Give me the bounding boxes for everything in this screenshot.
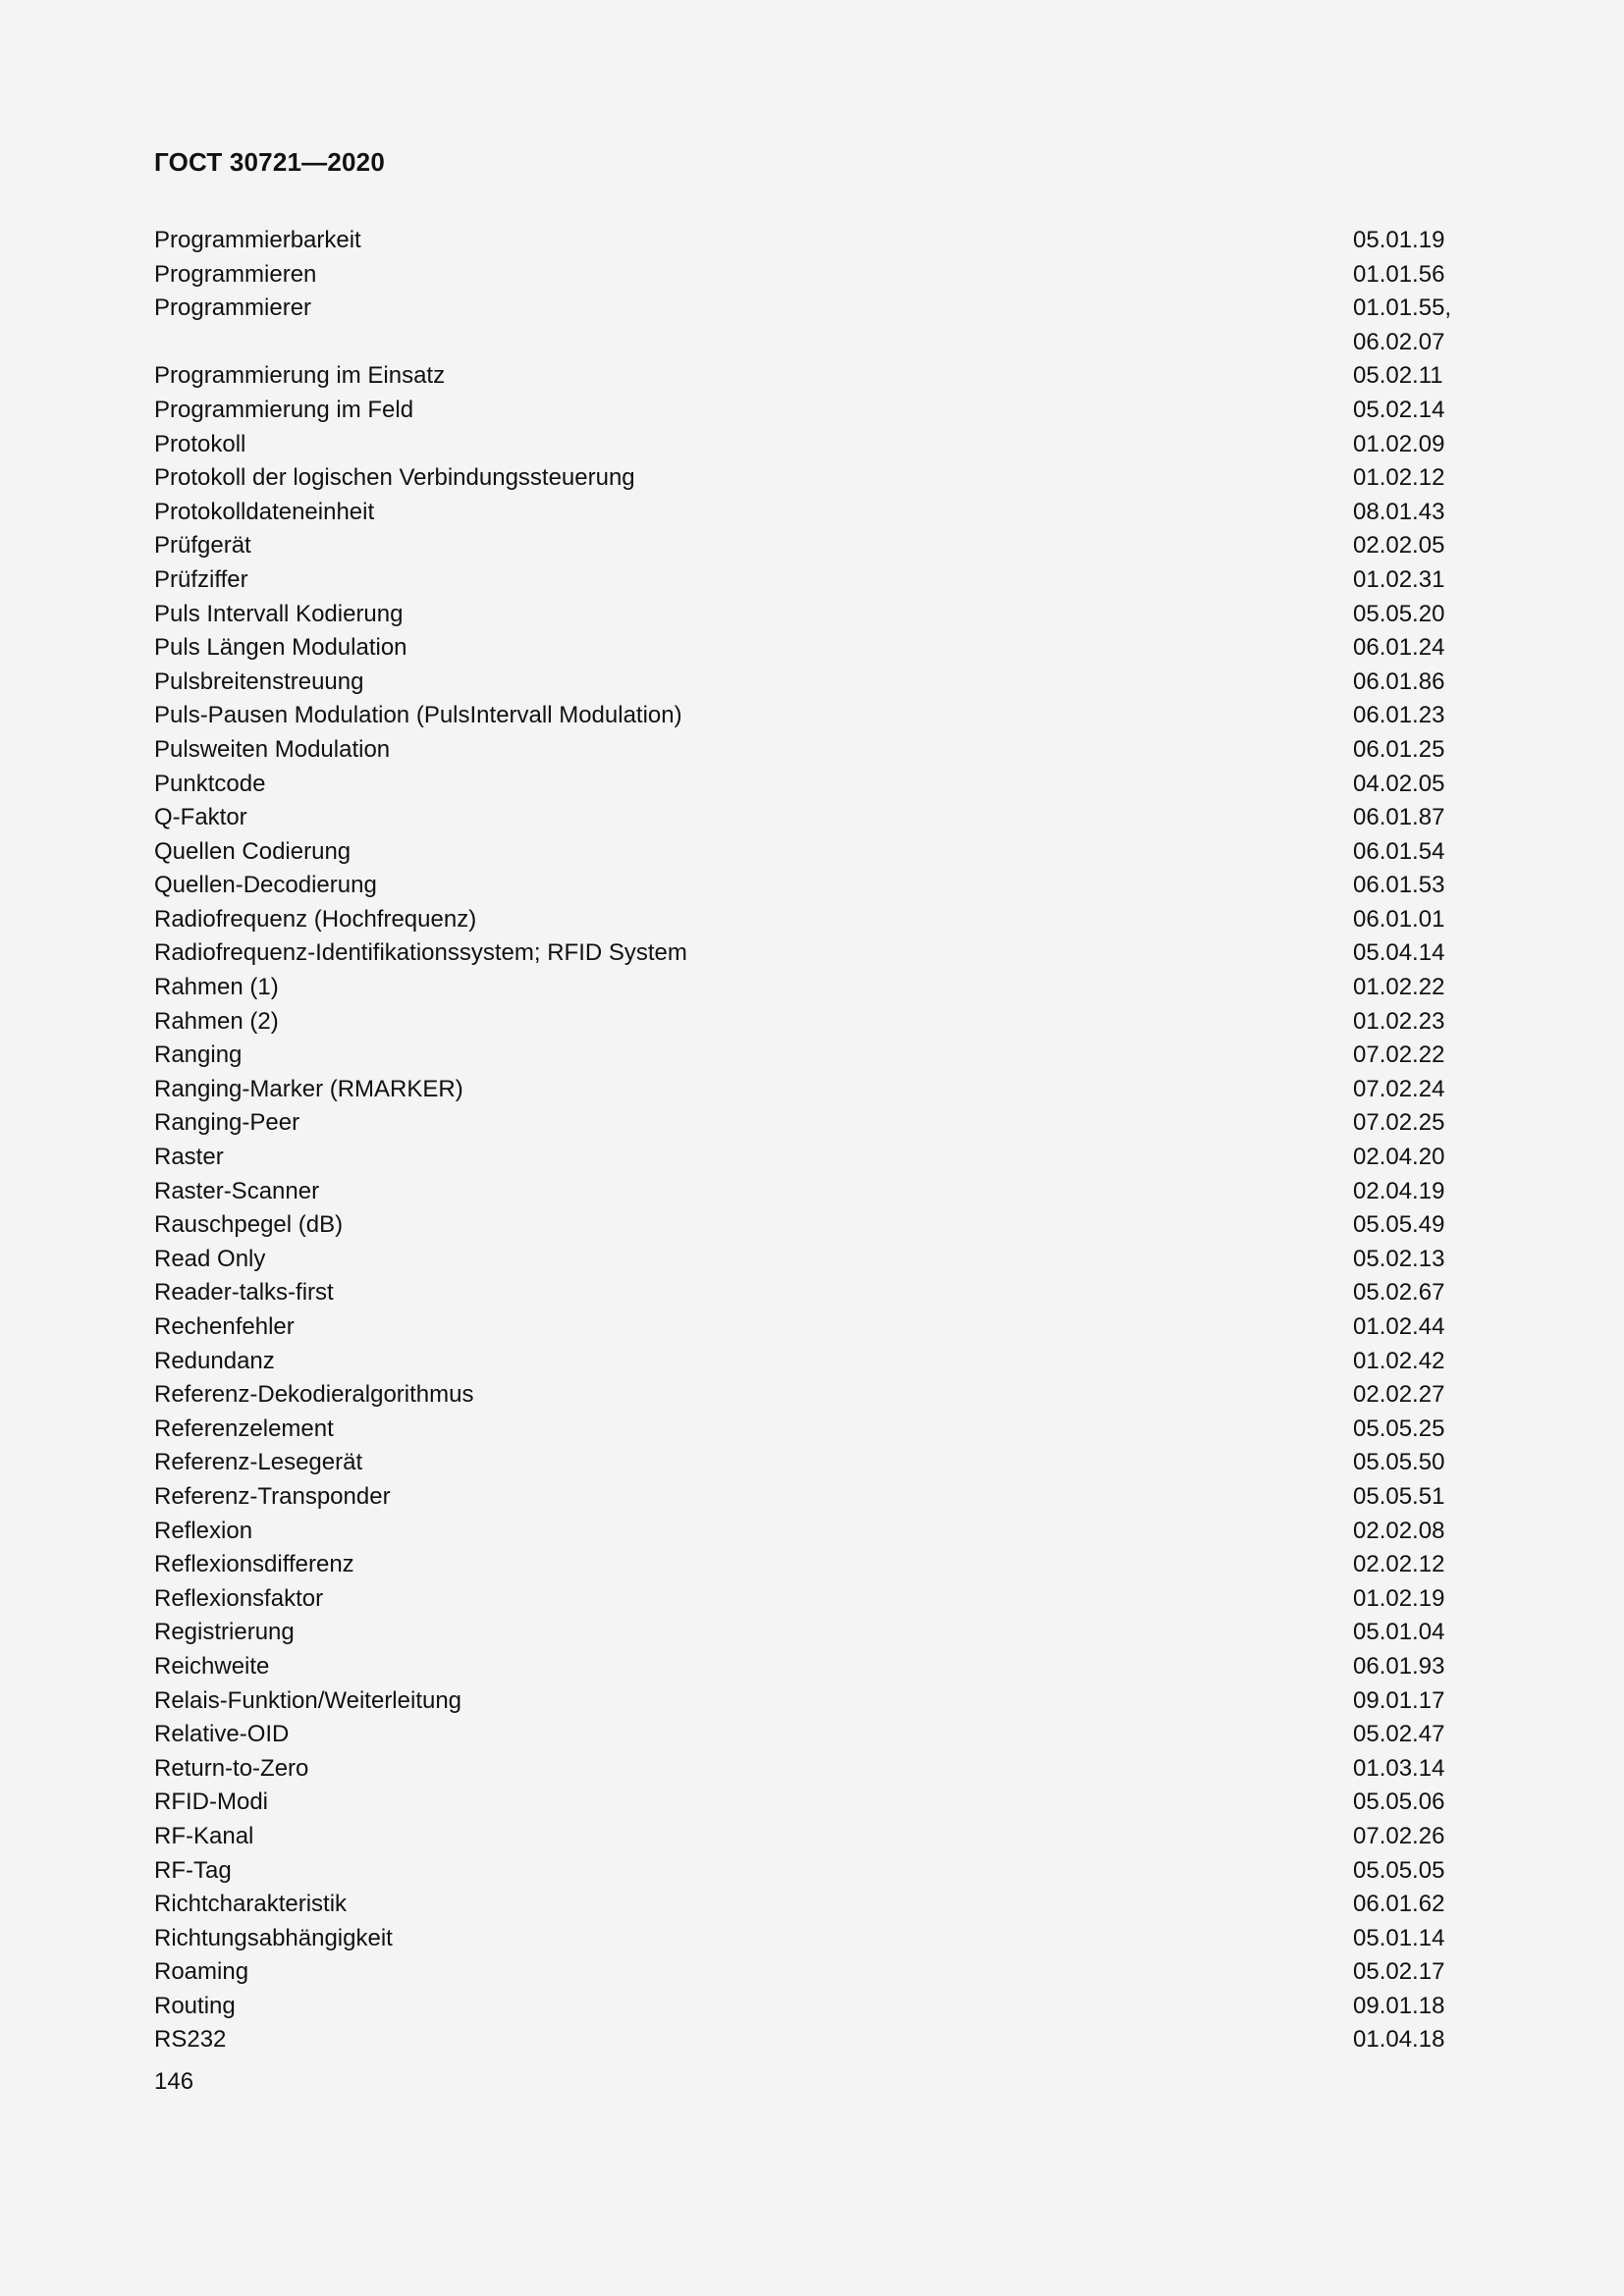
entry-term: Prüfziffer (154, 565, 248, 593)
index-entry (154, 1752, 1470, 1787)
entry-code: 02.02.27 (1353, 1381, 1445, 1409)
index-entry (154, 496, 1470, 530)
entry-term: Radiofrequenz (Hochfrequenz) (154, 905, 477, 933)
entry-term: Puls-Pausen Modulation (PulsIntervall Modulation) (154, 702, 682, 729)
index-entry (154, 1515, 1470, 1549)
entry-term: Radiofrequenz-Identifikationssystem; RFID System (154, 939, 687, 967)
entry-term: RFID-Modi (154, 1789, 269, 1816)
entry-code: 09.01.17 (1353, 1686, 1445, 1714)
entry-term: Richtungsabhängigkeit (154, 1924, 393, 1951)
entry-term: Rechenfehler (154, 1313, 295, 1340)
entry-term: Raster (154, 1144, 224, 1171)
entry-code: 06.01.23 (1353, 702, 1445, 729)
entry-code: 05.05.20 (1353, 600, 1445, 627)
index-entry (154, 2023, 1470, 2057)
entry-term: Programmierbarkeit (154, 227, 361, 253)
index-entry (154, 1684, 1470, 1719)
entry-term: Quellen-Decodierung (154, 872, 377, 899)
entry-term: Puls Intervall Kodierung (154, 600, 404, 627)
entry-code: 01.02.22 (1353, 974, 1445, 1001)
entry-term: Rauschpegel (dB) (154, 1211, 344, 1239)
entry-code: 01.02.44 (1353, 1313, 1445, 1340)
index-entry (154, 1582, 1470, 1617)
index-entry (154, 1106, 1470, 1141)
entry-term: Richtcharakteristik (154, 1891, 348, 1918)
page-number: 146 (154, 2068, 194, 2095)
entry-code: 02.04.20 (1353, 1144, 1445, 1171)
index-entry (154, 1276, 1470, 1310)
entry-term: Referenz-Transponder (154, 1482, 391, 1510)
index-entry (154, 1005, 1470, 1040)
index-entry (154, 1718, 1470, 1752)
index-entry (154, 563, 1470, 598)
entry-term: Registrierung (154, 1619, 295, 1646)
entry-code: 01.03.14 (1353, 1754, 1445, 1782)
entry-code: 05.05.50 (1353, 1449, 1445, 1476)
entry-code: 01.02.31 (1353, 565, 1445, 593)
entry-code: 08.01.43 (1353, 498, 1445, 525)
entry-term: Rahmen (2) (154, 1007, 279, 1035)
entry-code: 01.01.55, (1353, 294, 1452, 322)
entry-code: 07.02.25 (1353, 1109, 1445, 1137)
entry-term: Programmierer (154, 294, 312, 322)
entry-term: Rahmen (1) (154, 974, 279, 1001)
index-entry (154, 1480, 1470, 1515)
entry-code: 05.02.14 (1353, 396, 1445, 423)
index-entry (154, 1922, 1470, 1956)
entry-code: 05.02.11 (1353, 362, 1443, 390)
entry-term: Prüfgerät (154, 532, 251, 560)
entry-code: 05.01.19 (1353, 227, 1445, 253)
entry-term: Reflexionsfaktor (154, 1584, 324, 1612)
entry-code: 01.02.23 (1353, 1007, 1445, 1035)
index-entry (154, 461, 1470, 496)
entry-code: 01.02.12 (1353, 464, 1445, 492)
entry-code: 06.01.25 (1353, 735, 1445, 763)
index-entry (154, 292, 1470, 326)
entry-code: 05.01.14 (1353, 1924, 1445, 1951)
index-entry (154, 733, 1470, 768)
index-entry (154, 1854, 1470, 1889)
index-entry (154, 598, 1470, 632)
entry-term: Return-to-Zero (154, 1754, 309, 1782)
index-entry (154, 903, 1470, 937)
entry-term: Pulsbreitenstreuung (154, 667, 364, 695)
entry-term: Read Only (154, 1245, 266, 1272)
index-entry (154, 1039, 1470, 1073)
index-entry (154, 1548, 1470, 1582)
entry-term: Relais-Funktion/Weiterleitung (154, 1686, 462, 1714)
entry-code: 05.05.05 (1353, 1856, 1445, 1884)
index-entry (154, 394, 1470, 428)
entry-term: Programmierung im Einsatz (154, 362, 446, 390)
entry-term: Referenzelement (154, 1415, 334, 1442)
entry-term: Relative-OID (154, 1721, 290, 1748)
index-entry (154, 835, 1470, 870)
index-entry (154, 1446, 1470, 1480)
entry-code: 05.05.51 (1353, 1482, 1445, 1510)
entry-code: 05.02.67 (1353, 1279, 1445, 1307)
entry-term: Ranging-Marker (RMARKER) (154, 1075, 463, 1102)
index-entry (154, 1175, 1470, 1209)
index-entry (154, 1820, 1470, 1854)
index-entry (154, 971, 1470, 1005)
index-entry (154, 768, 1470, 802)
index-entry (154, 1310, 1470, 1345)
entry-code: 01.04.18 (1353, 2026, 1445, 2054)
entry-term: Punktcode (154, 770, 266, 797)
entry-code: 02.02.12 (1353, 1551, 1445, 1578)
index-entry (154, 326, 1470, 360)
entry-term: RS232 (154, 2026, 227, 2054)
entry-term: Redundanz (154, 1347, 275, 1374)
entry-code: 01.01.56 (1353, 260, 1445, 288)
index-entry (154, 1141, 1470, 1175)
entry-term: Programmieren (154, 260, 317, 288)
entry-code: 05.02.17 (1353, 1958, 1445, 1986)
index-entry (154, 936, 1470, 971)
index-entry (154, 1073, 1470, 1107)
index-entry (154, 666, 1470, 700)
index-entry (154, 869, 1470, 903)
entry-code: 04.02.05 (1353, 770, 1445, 797)
index-entry (154, 1888, 1470, 1922)
document-header: ГОСТ 30721—2020 (154, 147, 385, 177)
entry-code: 05.05.49 (1353, 1211, 1445, 1239)
index-entry (154, 359, 1470, 394)
entry-code: 02.02.08 (1353, 1517, 1445, 1544)
entry-term: Routing (154, 1992, 236, 2019)
entry-code: 05.02.47 (1353, 1721, 1445, 1748)
index-entry (154, 1616, 1470, 1650)
entry-code: 05.02.13 (1353, 1245, 1445, 1272)
entry-term: Referenz-Dekodieralgorithmus (154, 1381, 474, 1409)
entry-code: 06.01.87 (1353, 804, 1445, 831)
entry-term: Quellen Codierung (154, 837, 352, 865)
entry-code: 06.01.93 (1353, 1652, 1445, 1680)
entry-code: 06.01.53 (1353, 872, 1445, 899)
entry-code: 02.02.05 (1353, 532, 1445, 560)
entry-code: 09.01.18 (1353, 1992, 1445, 2019)
entry-code: 07.02.22 (1353, 1041, 1445, 1069)
term-index-list (154, 224, 1470, 2057)
index-entry (154, 258, 1470, 293)
entry-code: 06.01.54 (1353, 837, 1445, 865)
entry-code: 02.04.19 (1353, 1177, 1445, 1204)
index-entry (154, 1786, 1470, 1820)
entry-term: Raster-Scanner (154, 1177, 320, 1204)
entry-term: Reflexionsdifferenz (154, 1551, 354, 1578)
index-entry (154, 631, 1470, 666)
index-entry (154, 1243, 1470, 1277)
entry-code: 01.02.19 (1353, 1584, 1445, 1612)
entry-term: Ranging-Peer (154, 1109, 300, 1137)
entry-term: Protokolldateneinheit (154, 498, 375, 525)
entry-code: 06.01.24 (1353, 634, 1445, 662)
index-entry (154, 224, 1470, 258)
index-entry (154, 529, 1470, 563)
entry-code: 07.02.24 (1353, 1075, 1445, 1102)
entry-code: 05.05.06 (1353, 1789, 1445, 1816)
entry-code: 05.04.14 (1353, 939, 1445, 967)
entry-code: 01.02.09 (1353, 430, 1445, 457)
index-entry (154, 801, 1470, 835)
entry-term: Q-Faktor (154, 804, 247, 831)
entry-code: 06.02.07 (1353, 328, 1445, 355)
entry-code: 06.01.86 (1353, 667, 1445, 695)
index-entry (154, 1650, 1470, 1684)
index-entry (154, 1208, 1470, 1243)
entry-term: Roaming (154, 1958, 249, 1986)
entry-term: Protokoll (154, 430, 246, 457)
index-entry (154, 699, 1470, 733)
entry-term: RF-Kanal (154, 1822, 254, 1849)
entry-term: Referenz-Lesegerät (154, 1449, 363, 1476)
entry-term: Ranging (154, 1041, 243, 1069)
index-entry (154, 428, 1470, 462)
entry-term: Puls Längen Modulation (154, 634, 407, 662)
entry-code: 05.01.04 (1353, 1619, 1445, 1646)
entry-code: 01.02.42 (1353, 1347, 1445, 1374)
entry-code: 07.02.26 (1353, 1822, 1445, 1849)
index-entry (154, 1413, 1470, 1447)
entry-code: 05.05.25 (1353, 1415, 1445, 1442)
index-entry (154, 1955, 1470, 1990)
entry-term: Programmierung im Feld (154, 396, 414, 423)
entry-code: 06.01.62 (1353, 1891, 1445, 1918)
index-entry (154, 1345, 1470, 1379)
entry-term: Reader-talks-first (154, 1279, 334, 1307)
entry-term: Reflexion (154, 1517, 253, 1544)
index-entry (154, 1378, 1470, 1413)
entry-term: RF-Tag (154, 1856, 232, 1884)
entry-term: Pulsweiten Modulation (154, 735, 391, 763)
index-entry (154, 1990, 1470, 2024)
entry-term: Protokoll der logischen Verbindungssteuerung (154, 464, 635, 492)
entry-term: Reichweite (154, 1652, 270, 1680)
entry-code: 06.01.01 (1353, 905, 1445, 933)
